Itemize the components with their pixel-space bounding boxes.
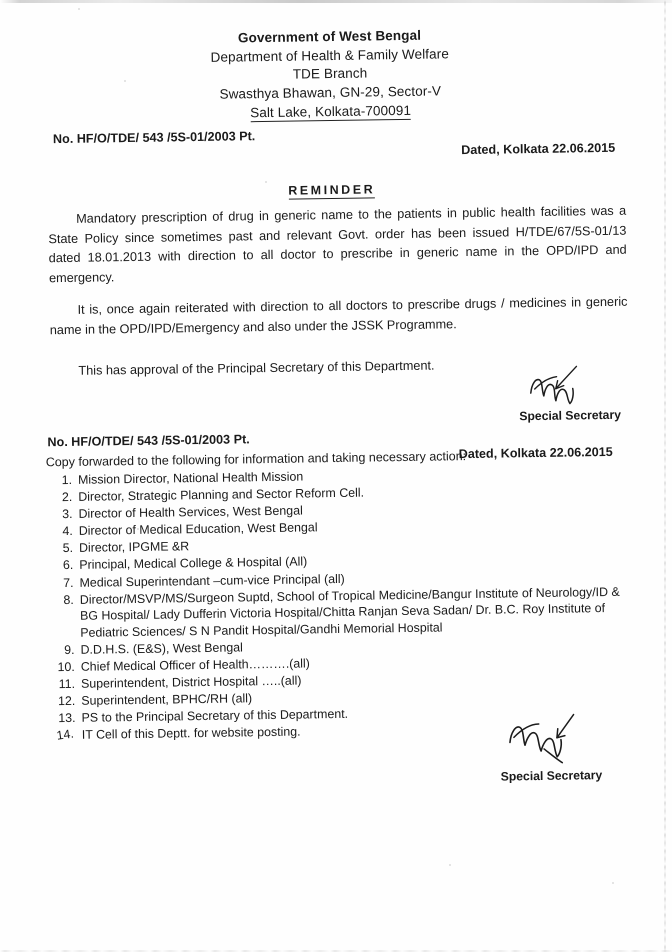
list-item-number: 5.: [62, 541, 74, 556]
list-item-number: 4.: [62, 524, 73, 539]
list-item-text: [80, 583, 651, 641]
letterhead: [0, 23, 667, 126]
signature-block-bottom: [466, 710, 637, 785]
reference-number-bottom: No. HF/O/TDE/ 543 /5S-01/2003 Pt.: [47, 432, 250, 450]
list-item-number: 13.: [58, 711, 76, 726]
list-item-number: 3.: [62, 507, 73, 522]
recipient-list: [48, 463, 652, 744]
list-item-text: Superintendent, BPHC/RH (all): [81, 691, 253, 709]
signature-title-top: Special Secretary: [519, 407, 622, 424]
list-item-text: Chief Medical Officer of Health……….(all): [80, 656, 310, 674]
list-item-text: Principal, Medical College & Hospital (All): [79, 554, 308, 573]
list-item-number: 10.: [57, 659, 75, 675]
list-item-text: PS to the Principal Secretary of this Department.: [81, 707, 349, 726]
list-item-text: Director, IPGME &R: [78, 539, 190, 556]
list-item-line: Pediatric Sciences/ S N Pandit Hospital/Gandhi Memorial Hospital: [80, 620, 443, 640]
list-item-number: 2.: [61, 490, 73, 505]
list-item-number: 1.: [61, 472, 73, 488]
list-item-text: Superintendent, District Hospital …..(all): [80, 673, 302, 691]
letterhead-organisation: Government of West Bengal: [237, 27, 422, 46]
paragraph-3: This has approval of the Principal Secretary of this Department.: [78, 358, 435, 378]
list-item-number: 8.: [63, 592, 74, 607]
reference-number-top: No. HF/O/TDE/ 543 /5S-01/2003 Pt.: [52, 129, 256, 147]
list-item-number: 7.: [63, 575, 74, 590]
list-item-number: 6.: [62, 558, 74, 573]
list-item-number: 9.: [64, 642, 75, 657]
list-item-text: Director of Health Services, West Bengal: [78, 503, 303, 522]
list-item-text: Director, Strategic Planning and Sector Reform Cell.: [78, 485, 365, 504]
reference-date-bottom: Dated, Kolkata 22.06.2015: [458, 444, 613, 462]
list-item-text: Director of Medical Education, West Bengal: [78, 520, 318, 539]
list-item-text: Mission Director, National Health Mission: [77, 469, 304, 487]
letterhead-branch: TDE Branch: [292, 65, 368, 82]
letterhead-department: Department of Health & Family Welfare: [210, 45, 449, 65]
list-item-line: BG Hospital/ Lady Dufferin Victoria Hospital/Chitta Ranjan Seva Sadan/ Dr. B.C. Roy Institute of: [79, 601, 606, 624]
handwritten-signature-icon: [484, 363, 655, 410]
list-item-number: 11.: [58, 677, 76, 692]
list-item-line: Director/MSVP/MS/Surgeon Suptd, School of Tropical Medicine/Bangur Institute of Neurology/ID &: [79, 584, 620, 607]
copy-forwarded-line: Copy forwarded to the following for information and taking necessary action:: [45, 449, 467, 470]
paragraph-1: Mandatory prescription of drug in generic name to the patients in public health facilities was a State Policy since sometimes past and relevant Govt. order has been issued H/TDE/67/5S-01/13 dated 18.01.2013 with direction to all doctor to prescribe in generic name in the OPD/IPD and emergency.: [48, 203, 627, 286]
letterhead-address-line-2: Salt Lake, Kolkata-700091: [250, 102, 412, 120]
list-item-text: Medical Superintendant –cum-vice Principal (all): [79, 571, 345, 590]
letterhead-address-line-1: Swasthya Bhawan, GN-29, Sector-V: [219, 83, 442, 102]
handwritten-signature-icon: [466, 710, 637, 771]
document-heading: REMINDER: [288, 182, 376, 198]
paragraph-2: It is, once again reiterated with direction to all doctors to prescribe drugs / medicines in generic name in the OPD/IPD/Emergency and also under the JSSK Programme.: [49, 294, 628, 337]
reference-date-top: Dated, Kolkata 22.06.2015: [461, 140, 616, 158]
list-item-number: 12.: [57, 694, 76, 709]
signature-block-top: [484, 363, 655, 424]
list-item-text: D.D.H.S. (E&S), West Bengal: [80, 640, 243, 657]
signature-title-bottom: Special Secretary: [500, 768, 603, 784]
list-item-text: IT Cell of this Deptt. for website posting.: [81, 724, 301, 743]
list-item-number: 14.: [55, 726, 75, 744]
list-item: [50, 583, 651, 642]
reference-row-top: [0, 123, 667, 173]
